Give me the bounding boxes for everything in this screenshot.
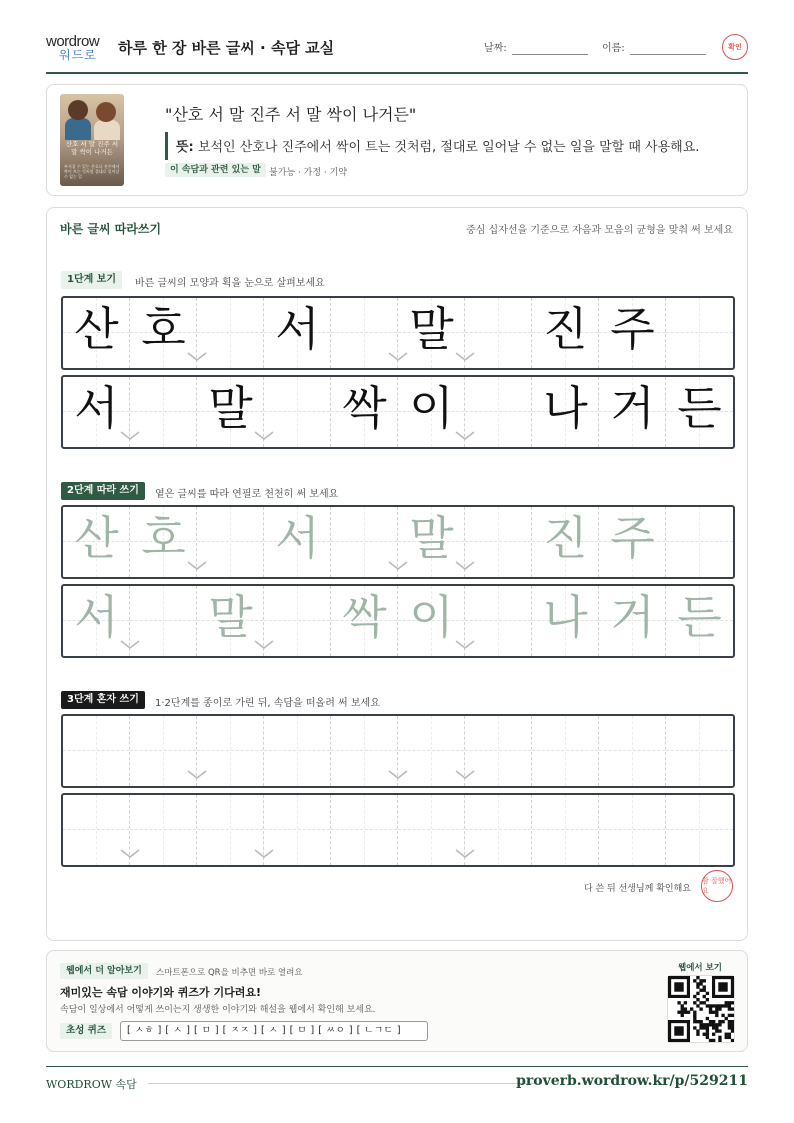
space-mark-icon — [187, 770, 207, 780]
space-mark-icon — [254, 640, 274, 650]
learn-more-tag: 웹에서 더 알아보기 — [60, 963, 148, 979]
practice-character: 진 — [543, 302, 588, 356]
writing-cell[interactable] — [264, 795, 331, 865]
space-mark-icon — [120, 640, 140, 650]
practice-character: 든 — [677, 590, 722, 644]
practice-character: 호 — [141, 302, 186, 356]
practice-character: 거 — [610, 381, 655, 435]
logo-korean: 워드로 — [59, 48, 97, 62]
learn-more-desc: 속담이 일상에서 어떻게 쓰이는지 생생한 이야기와 해설을 웹에서 확인해 보세요. — [60, 1005, 376, 1015]
proverb-intro-card — [46, 84, 748, 196]
writing-cell — [532, 377, 599, 447]
writing-cell[interactable] — [532, 507, 599, 577]
writing-cell — [63, 298, 130, 368]
space-mark-icon — [388, 352, 408, 362]
space-mark-icon — [254, 431, 274, 441]
practice-character: 진 — [543, 511, 588, 565]
space-mark-icon — [187, 352, 207, 362]
practice-character: 서 — [74, 590, 119, 644]
writing-cell[interactable] — [331, 795, 398, 865]
qr-code[interactable] — [667, 975, 735, 1043]
writing-cell[interactable] — [666, 507, 733, 577]
step3-row1[interactable] — [61, 714, 735, 788]
writing-cell[interactable] — [666, 795, 733, 865]
writing-cell[interactable] — [63, 507, 130, 577]
writing-cell[interactable] — [130, 586, 197, 656]
meaning-label: 뜻: — [176, 140, 194, 155]
writing-cell — [465, 298, 532, 368]
step2-row2[interactable] — [61, 584, 735, 658]
name-label: 이름: — [602, 43, 625, 54]
writing-cell[interactable] — [197, 507, 264, 577]
space-mark-icon — [254, 849, 274, 859]
practice-character: 거 — [610, 590, 655, 644]
practice-character: 산 — [74, 511, 119, 565]
space-mark-icon — [455, 770, 475, 780]
page-header — [46, 30, 748, 74]
girl-head — [96, 102, 116, 122]
practice-character: 싹 — [342, 590, 387, 644]
boy-head — [68, 100, 88, 120]
space-mark-icon — [388, 770, 408, 780]
practice-character: 호 — [141, 511, 186, 565]
step1-row2 — [61, 375, 735, 449]
writing-cell — [599, 377, 666, 447]
step2-label: 2단계 따라 쓰기 — [61, 482, 145, 500]
learn-more-sub: 스마트폰으로 QR을 비추면 바로 열려요 — [156, 968, 303, 978]
space-mark-icon — [455, 849, 475, 859]
writing-cell[interactable] — [599, 795, 666, 865]
related-words-label: 이 속담과 관련 있는 말 — [165, 163, 266, 177]
practice-title: 바른 글씨 따라쓰기 — [60, 222, 162, 236]
writing-cell[interactable] — [532, 795, 599, 865]
writing-cell — [264, 377, 331, 447]
practice-character: 산 — [74, 302, 119, 356]
footer-brand: WORDROW 속담 — [46, 1078, 137, 1091]
boy-figure — [65, 118, 91, 140]
practice-character: 이 — [409, 590, 454, 644]
practice-character: 말 — [208, 590, 253, 644]
qr-title: 웹에서 보기 — [678, 963, 723, 973]
learn-more-headline: 재미있는 속담 이야기와 퀴즈가 기다려요! — [60, 986, 261, 999]
qr-code-icon — [668, 976, 734, 1042]
writing-cell[interactable] — [465, 716, 532, 786]
space-mark-icon — [455, 561, 475, 571]
practice-character: 말 — [409, 302, 454, 356]
learn-more-card — [46, 950, 748, 1052]
step2-desc: 옅은 글씨를 따라 연필로 천천히 써 보세요 — [155, 489, 339, 500]
writing-cell[interactable] — [666, 716, 733, 786]
page-title: 하루 한 장 바른 글씨 · 속담 교실 — [118, 39, 335, 57]
proverb-title: "산호 서 말 진주 서 말 싹이 나거든" — [165, 105, 417, 124]
name-field[interactable] — [630, 54, 706, 55]
writing-cell — [465, 377, 532, 447]
check-stamp: 확인 — [722, 34, 748, 60]
space-mark-icon — [455, 431, 475, 441]
practice-note: 중심 십자선을 기준으로 자음과 모음의 균형을 맞춰 써 보세요 — [466, 225, 733, 236]
space-mark-icon — [455, 640, 475, 650]
practice-character: 이 — [409, 381, 454, 435]
quiz-label: 초성 퀴즈 — [60, 1023, 112, 1039]
writing-cell[interactable] — [666, 586, 733, 656]
writing-cell[interactable] — [532, 586, 599, 656]
writing-cell[interactable] — [599, 716, 666, 786]
footer-divider — [46, 1066, 748, 1067]
meaning-text: 보석인 산호나 진주에서 싹이 트는 것처럼, 절대로 일어날 수 없는 일을 말할 때 사용해요. — [197, 140, 700, 155]
writing-cell[interactable] — [599, 507, 666, 577]
writing-cell[interactable] — [465, 795, 532, 865]
writing-cell — [532, 298, 599, 368]
practice-character: 주 — [610, 302, 655, 356]
space-mark-icon — [455, 352, 475, 362]
footer-url[interactable]: proverb.wordrow.kr/p/529211 — [516, 1073, 748, 1089]
practice-character: 말 — [208, 381, 253, 435]
proverb-meaning — [176, 136, 699, 155]
well-done-stamp: 참 잘했어요 — [701, 870, 733, 902]
writing-cell[interactable] — [532, 716, 599, 786]
writing-cell[interactable] — [197, 716, 264, 786]
writing-cell — [264, 298, 331, 368]
girl-figure — [94, 120, 120, 140]
wordrow-logo — [46, 33, 110, 63]
writing-cell[interactable] — [264, 507, 331, 577]
practice-character: 든 — [677, 381, 722, 435]
book-cover-text: 부서질 수 있는 산호나 진주에서 싹이 트는 것처럼 절대로 일어날 수 없는 일 — [64, 164, 120, 179]
footer-rule — [148, 1083, 542, 1084]
writing-cell — [130, 377, 197, 447]
chosung-quiz: [ ㅅㅎ ] [ ㅅ ] [ ㅁ ] [ ㅈㅈ ] [ ㅅ ] [ ㅁ ] [ ㅆㅇ ] [ ㄴㄱㄷ ] — [120, 1021, 428, 1041]
writing-cell[interactable] — [264, 586, 331, 656]
practice-character: 말 — [409, 511, 454, 565]
step3-label: 3단계 혼자 쓰기 — [61, 691, 145, 709]
practice-character: 서 — [275, 511, 320, 565]
writing-cell[interactable] — [130, 795, 197, 865]
date-field[interactable] — [512, 54, 588, 55]
related-words: 불가능 · 가정 · 기약 — [269, 168, 348, 178]
practice-character: 서 — [275, 302, 320, 356]
writing-cell[interactable] — [264, 716, 331, 786]
writing-cell — [599, 298, 666, 368]
writing-cell[interactable] — [331, 586, 398, 656]
space-mark-icon — [187, 561, 207, 571]
writing-cell — [666, 298, 733, 368]
writing-cell — [331, 377, 398, 447]
space-mark-icon — [120, 431, 140, 441]
logo-text: wordrow — [46, 33, 100, 50]
step1-row1 — [61, 296, 735, 370]
practice-character: 나 — [543, 590, 588, 644]
writing-cell — [666, 377, 733, 447]
writing-cell — [197, 298, 264, 368]
practice-character: 싹 — [342, 381, 387, 435]
step3-desc: 1·2단계를 종이로 가린 뒤, 속담을 떠올려 써 보세요 — [155, 698, 380, 709]
writing-cell[interactable] — [599, 586, 666, 656]
done-instruction: 다 쓴 뒤 선생님께 확인해요 — [583, 884, 691, 894]
book-cover-image — [60, 94, 124, 186]
practice-character: 주 — [610, 511, 655, 565]
step2-row1[interactable] — [61, 505, 735, 579]
step3-row2[interactable] — [61, 793, 735, 867]
practice-character: 서 — [74, 381, 119, 435]
step1-label: 1단계 보기 — [61, 271, 122, 289]
step1-desc: 바른 글씨의 모양과 획을 눈으로 살펴보세요 — [135, 278, 325, 289]
practice-character: 나 — [543, 381, 588, 435]
space-mark-icon — [120, 849, 140, 859]
date-label: 날짜: — [484, 43, 507, 54]
writing-cell[interactable] — [465, 586, 532, 656]
handwriting-practice-card — [46, 207, 748, 941]
writing-cell[interactable] — [465, 507, 532, 577]
writing-cell[interactable] — [63, 716, 130, 786]
space-mark-icon — [388, 561, 408, 571]
meaning-accent-bar — [165, 132, 168, 160]
book-cover-title: 산호 서 말 진주 서 말 싹이 나거든 — [65, 140, 119, 156]
